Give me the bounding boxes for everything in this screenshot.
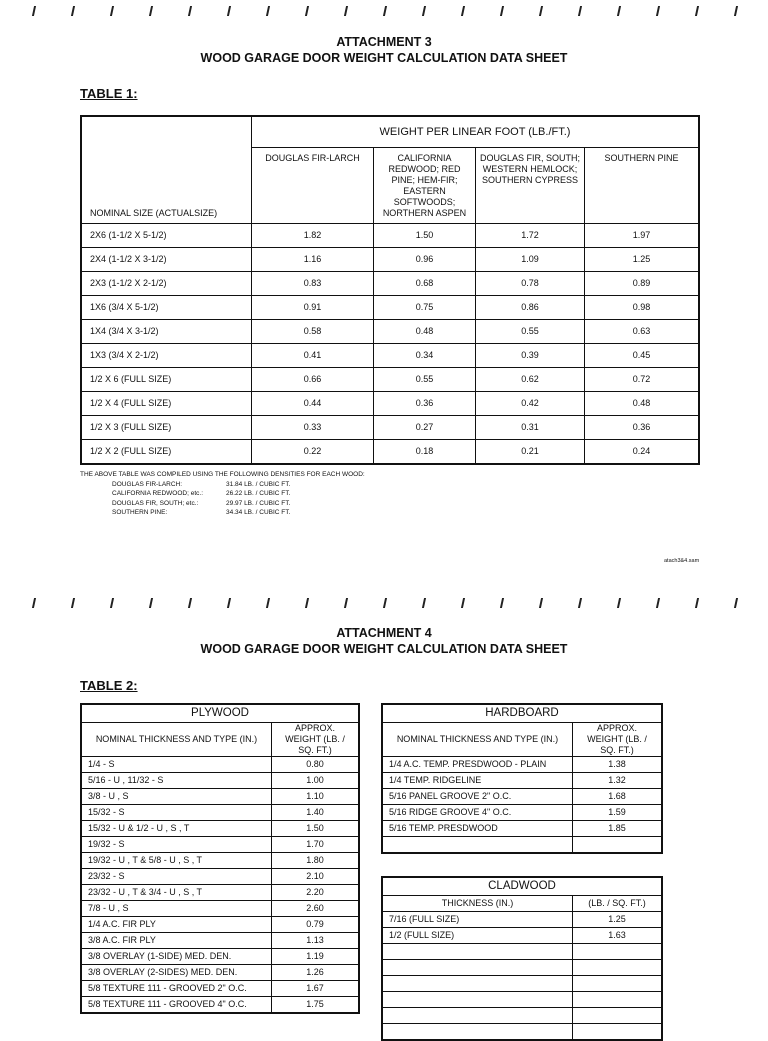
- table-row: [382, 960, 662, 976]
- table-row: [81, 368, 699, 392]
- weight-cell: 0.68: [374, 272, 476, 296]
- attachment3-subtitle: WOOD GARAGE DOOR WEIGHT CALCULATION DATA SHEET: [200, 51, 568, 65]
- thickness-cell: 7/8 - U , S: [81, 901, 272, 917]
- table-row: [382, 928, 662, 944]
- weight-cell: [573, 960, 663, 976]
- perforation-tick: [422, 598, 426, 608]
- plywood-col-thickness: NOMINAL THICKNESS AND TYPE (IN.): [81, 723, 272, 757]
- perforation-tick: [617, 6, 621, 16]
- size-cell: 1/2 X 3 (FULL SIZE): [81, 416, 252, 440]
- size-header: NOMINAL SIZE (ACTUALSIZE): [81, 116, 252, 224]
- weight-cell: 0.83: [252, 272, 374, 296]
- weight-cell: 0.33: [252, 416, 374, 440]
- table-row: [81, 837, 359, 853]
- perforation-tick: [71, 6, 75, 16]
- weight-cell: 0.24: [585, 440, 700, 465]
- weight-cell: 1.85: [573, 821, 663, 837]
- weight-cell: 0.80: [272, 757, 360, 773]
- hardboard-table: [381, 703, 663, 854]
- table-row: [81, 965, 359, 981]
- weight-cell: 0.55: [476, 320, 585, 344]
- weight-cell: 0.22: [252, 440, 374, 465]
- table-row: [81, 853, 359, 869]
- thickness-cell: [382, 1024, 573, 1041]
- perforation-tick: [149, 6, 153, 16]
- hardboard-body: [382, 757, 662, 854]
- perforation-tick: [461, 598, 465, 608]
- table-row: [81, 933, 359, 949]
- weight-cell: 0.75: [374, 296, 476, 320]
- perforation-tick: [539, 6, 543, 16]
- table2-label: TABLE 2:: [80, 678, 138, 693]
- weight-cell: 2.20: [272, 885, 360, 901]
- perforation-tick: [344, 6, 348, 16]
- perforation-tick: [734, 598, 738, 608]
- size-cell: 1/2 X 6 (FULL SIZE): [81, 368, 252, 392]
- table-row: [81, 296, 699, 320]
- weight-cell: 0.79: [272, 917, 360, 933]
- table-row: [81, 981, 359, 997]
- weight-cell: 1.68: [573, 789, 663, 805]
- perforation-tick: [617, 598, 621, 608]
- hardboard-col-thickness: NOMINAL THICKNESS AND TYPE (IN.): [382, 723, 573, 757]
- perforation-tick: [383, 598, 387, 608]
- plywood-table: [80, 703, 360, 1014]
- thickness-cell: 5/16 PANEL GROOVE 2" O.C.: [382, 789, 573, 805]
- table-row: [81, 224, 699, 248]
- perforation-tick: [500, 6, 504, 16]
- weight-cell: 0.72: [585, 368, 700, 392]
- weight-cell: 0.18: [374, 440, 476, 465]
- weight-cell: 0.89: [585, 272, 700, 296]
- density-wood: SOUTHERN PINE:: [112, 509, 168, 516]
- weight-cell: 0.66: [252, 368, 374, 392]
- weight-cell: 0.44: [252, 392, 374, 416]
- thickness-cell: 19/32 - S: [81, 837, 272, 853]
- perforation-tick: [383, 6, 387, 16]
- thickness-cell: 5/16 RIDGE GROOVE 4" O.C.: [382, 805, 573, 821]
- weight-cell: 0.58: [252, 320, 374, 344]
- perforation-tick: [500, 598, 504, 608]
- weight-cell: [573, 1024, 663, 1041]
- plywood-col-weight: APPROX. WEIGHT (LB. / SQ. FT.): [272, 723, 360, 757]
- plywood-header: PLYWOOD: [81, 704, 359, 723]
- thickness-cell: 1/4 A.C. TEMP. PRESDWOOD - PLAIN: [382, 757, 573, 773]
- table-row: [81, 789, 359, 805]
- density-row: [80, 489, 365, 499]
- weight-cell: 1.72: [476, 224, 585, 248]
- weight-cell: 0.86: [476, 296, 585, 320]
- thickness-cell: 1/2 (FULL SIZE): [382, 928, 573, 944]
- weight-cell: 1.32: [573, 773, 663, 789]
- table-row: [81, 949, 359, 965]
- weight-cell: 0.96: [374, 248, 476, 272]
- cladwood-col-weight: (LB. / SQ. FT.): [573, 896, 663, 912]
- density-notes-intro: THE ABOVE TABLE WAS COMPILED USING THE FOLLOWING DENSITIES FOR EACH WOOD:: [80, 471, 365, 478]
- weight-cell: 0.21: [476, 440, 585, 465]
- size-cell: 1X3 (3/4 X 2-1/2): [81, 344, 252, 368]
- table-row: [382, 944, 662, 960]
- weight-cell: 2.10: [272, 869, 360, 885]
- weight-cell: 0.45: [585, 344, 700, 368]
- species-header: DOUGLAS FIR-LARCH: [252, 148, 374, 224]
- weight-cell: 0.34: [374, 344, 476, 368]
- size-cell: 1X6 (3/4 X 5-1/2): [81, 296, 252, 320]
- thickness-cell: 5/16 - U , 11/32 - S: [81, 773, 272, 789]
- thickness-cell: 23/32 - S: [81, 869, 272, 885]
- thickness-cell: [382, 992, 573, 1008]
- size-cell: 2X4 (1-1/2 X 3-1/2): [81, 248, 252, 272]
- table-row: [382, 757, 662, 773]
- perforation-tick: [695, 6, 699, 16]
- weight-cell: 0.36: [374, 392, 476, 416]
- attachment4-subtitle: WOOD GARAGE DOOR WEIGHT CALCULATION DATA SHEET: [200, 642, 568, 656]
- thickness-cell: 1/4 A.C. FIR PLY: [81, 917, 272, 933]
- table-row: [81, 344, 699, 368]
- weight-cell: [573, 1008, 663, 1024]
- table-row: [382, 837, 662, 854]
- weight-cell: 1.82: [252, 224, 374, 248]
- weight-cell: 1.10: [272, 789, 360, 805]
- table-row: [81, 320, 699, 344]
- weight-cell: 0.55: [374, 368, 476, 392]
- perforation-tick: [188, 6, 192, 16]
- table-row: [382, 773, 662, 789]
- table-row: [81, 392, 699, 416]
- perforation-tick: [227, 598, 231, 608]
- size-cell: 2X3 (1-1/2 X 2-1/2): [81, 272, 252, 296]
- table-row: [81, 917, 359, 933]
- density-value: 34.34 LB. / CUBIC FT.: [226, 509, 291, 516]
- weight-cell: 0.62: [476, 368, 585, 392]
- perforation-tick: [422, 6, 426, 16]
- table-row: [81, 997, 359, 1014]
- perforation-tick: [461, 6, 465, 16]
- perforation-tick: [71, 598, 75, 608]
- weight-cell: 1.25: [585, 248, 700, 272]
- weight-cell: [573, 992, 663, 1008]
- perforation-tick: [539, 598, 543, 608]
- table-row: [81, 805, 359, 821]
- perforation-tick: [305, 598, 309, 608]
- perforation-tick: [110, 598, 114, 608]
- perforation-tick: [656, 598, 660, 608]
- table-row: [382, 805, 662, 821]
- thickness-cell: 15/32 - U & 1/2 - U , S , T: [81, 821, 272, 837]
- perforation-tick: [227, 6, 231, 16]
- table-row: [81, 773, 359, 789]
- table-row: [81, 821, 359, 837]
- table1: [80, 115, 700, 465]
- perforation-tick: [344, 598, 348, 608]
- density-notes: [80, 470, 365, 518]
- thickness-cell: 5/8 TEXTURE 111 - GROOVED 4" O.C.: [81, 997, 272, 1014]
- thickness-cell: 5/16 TEMP. PRESDWOOD: [382, 821, 573, 837]
- thickness-cell: 15/32 - S: [81, 805, 272, 821]
- thickness-cell: 3/8 OVERLAY (1-SIDE) MED. DEN.: [81, 949, 272, 965]
- weight-cell: 0.39: [476, 344, 585, 368]
- cladwood-header: CLADWOOD: [382, 877, 662, 896]
- density-row: [80, 508, 365, 518]
- species-header: CALIFORNIA REDWOOD; RED PINE; HEM-FIR; EASTERN SOFTWOODS; NORTHERN ASPEN: [374, 148, 476, 224]
- weight-cell: 1.19: [272, 949, 360, 965]
- file-tag: atach3&4.sam: [664, 558, 700, 564]
- weight-cell: 1.40: [272, 805, 360, 821]
- perforation-tick: [32, 6, 36, 16]
- table-row: [382, 912, 662, 928]
- weight-cell: 1.63: [573, 928, 663, 944]
- weight-cell: 0.41: [252, 344, 374, 368]
- density-row: [80, 480, 365, 490]
- weight-cell: [573, 944, 663, 960]
- weight-cell: [573, 837, 663, 854]
- table-row: [382, 976, 662, 992]
- hardboard-header: HARDBOARD: [382, 704, 662, 723]
- weight-cell: 0.48: [585, 392, 700, 416]
- thickness-cell: [382, 837, 573, 854]
- weight-cell: 0.31: [476, 416, 585, 440]
- thickness-cell: 23/32 - U , T & 3/4 - U , S , T: [81, 885, 272, 901]
- tick-row-top: [0, 6, 768, 20]
- weight-cell: 0.27: [374, 416, 476, 440]
- plywood-body: [81, 757, 359, 1014]
- table-row: [81, 416, 699, 440]
- thickness-cell: [382, 976, 573, 992]
- perforation-tick: [734, 6, 738, 16]
- size-cell: 2X6 (1-1/2 X 5-1/2): [81, 224, 252, 248]
- attachment3-title: ATTACHMENT 3: [336, 35, 432, 49]
- weight-cell: 0.78: [476, 272, 585, 296]
- table-row: [382, 1024, 662, 1041]
- weight-cell: 1.97: [585, 224, 700, 248]
- table-row: [81, 869, 359, 885]
- weight-cell: 2.60: [272, 901, 360, 917]
- weight-cell: 0.42: [476, 392, 585, 416]
- table-row: [382, 789, 662, 805]
- weight-cell: 1.16: [252, 248, 374, 272]
- table-row: [382, 821, 662, 837]
- perforation-tick: [32, 598, 36, 608]
- weight-cell: 0.48: [374, 320, 476, 344]
- weight-cell: 1.50: [272, 821, 360, 837]
- perforation-tick: [656, 6, 660, 16]
- thickness-cell: [382, 1008, 573, 1024]
- table-row: [81, 440, 699, 465]
- density-wood: DOUGLAS FIR, SOUTH; etc.:: [112, 499, 199, 507]
- weight-cell: [573, 976, 663, 992]
- thickness-cell: 3/8 A.C. FIR PLY: [81, 933, 272, 949]
- thickness-cell: 3/8 OVERLAY (2-SIDES) MED. DEN.: [81, 965, 272, 981]
- cladwood-body: [382, 912, 662, 1041]
- density-row: [80, 499, 365, 509]
- perforation-tick: [578, 598, 582, 608]
- weight-cell: 1.67: [272, 981, 360, 997]
- table-row: [81, 885, 359, 901]
- thickness-cell: [382, 960, 573, 976]
- size-cell: 1/2 X 4 (FULL SIZE): [81, 392, 252, 416]
- size-cell: 1X4 (3/4 X 3-1/2): [81, 320, 252, 344]
- weight-cell: 1.59: [573, 805, 663, 821]
- table1-body: [81, 224, 699, 465]
- perforation-tick: [110, 6, 114, 16]
- perforation-tick: [149, 598, 153, 608]
- density-value: 29.97 LB. / CUBIC FT.: [226, 499, 291, 507]
- weight-cell: 1.38: [573, 757, 663, 773]
- weight-cell: 1.50: [374, 224, 476, 248]
- table-row: [382, 992, 662, 1008]
- table-row: [81, 248, 699, 272]
- weight-cell: 0.63: [585, 320, 700, 344]
- thickness-cell: 1/4 - S: [81, 757, 272, 773]
- table-row: [382, 1008, 662, 1024]
- weight-cell: 1.00: [272, 773, 360, 789]
- thickness-cell: [382, 944, 573, 960]
- weight-cell: 1.75: [272, 997, 360, 1014]
- density-wood: DOUGLAS FIR-LARCH:: [112, 480, 183, 488]
- weight-group-header: WEIGHT PER LINEAR FOOT (LB./FT.): [252, 116, 700, 148]
- table-row: [81, 757, 359, 773]
- thickness-cell: 19/32 - U , T & 5/8 - U , S , T: [81, 853, 272, 869]
- perforation-tick: [188, 598, 192, 608]
- weight-cell: 1.25: [573, 912, 663, 928]
- size-cell: 1/2 X 2 (FULL SIZE): [81, 440, 252, 465]
- cladwood-col-thickness: THICKNESS (IN.): [382, 896, 573, 912]
- attachment4-title: ATTACHMENT 4: [336, 626, 432, 640]
- density-value: 26.22 LB. / CUBIC FT.: [226, 490, 291, 497]
- perforation-tick: [266, 6, 270, 16]
- density-list: [80, 480, 365, 518]
- cladwood-table: [381, 876, 663, 1041]
- species-header: SOUTHERN PINE: [585, 148, 700, 224]
- thickness-cell: 3/8 - U , S: [81, 789, 272, 805]
- thickness-cell: 1/4 TEMP. RIDGELINE: [382, 773, 573, 789]
- weight-cell: 1.26: [272, 965, 360, 981]
- perforation-tick: [266, 598, 270, 608]
- weight-cell: 0.36: [585, 416, 700, 440]
- perforation-tick: [695, 598, 699, 608]
- density-value: 31.84 LB. / CUBIC FT.: [226, 480, 291, 488]
- weight-cell: 0.91: [252, 296, 374, 320]
- weight-cell: 1.70: [272, 837, 360, 853]
- table1-label: TABLE 1:: [80, 86, 138, 101]
- thickness-cell: 7/16 (FULL SIZE): [382, 912, 573, 928]
- weight-cell: 0.98: [585, 296, 700, 320]
- tick-row-middle: [0, 598, 768, 612]
- table-row: [81, 272, 699, 296]
- species-header: DOUGLAS FIR, SOUTH; WESTERN HEMLOCK; SOUTHERN CYPRESS: [476, 148, 585, 224]
- hardboard-col-weight: APPROX. WEIGHT (LB. / SQ. FT.): [573, 723, 663, 757]
- table-row: [81, 901, 359, 917]
- perforation-tick: [578, 6, 582, 16]
- density-wood: CALIFORNIA REDWOOD; etc.:: [112, 490, 204, 497]
- weight-cell: 1.80: [272, 853, 360, 869]
- weight-cell: 1.09: [476, 248, 585, 272]
- thickness-cell: 5/8 TEXTURE 111 - GROOVED 2" O.C.: [81, 981, 272, 997]
- weight-cell: 1.13: [272, 933, 360, 949]
- perforation-tick: [305, 6, 309, 16]
